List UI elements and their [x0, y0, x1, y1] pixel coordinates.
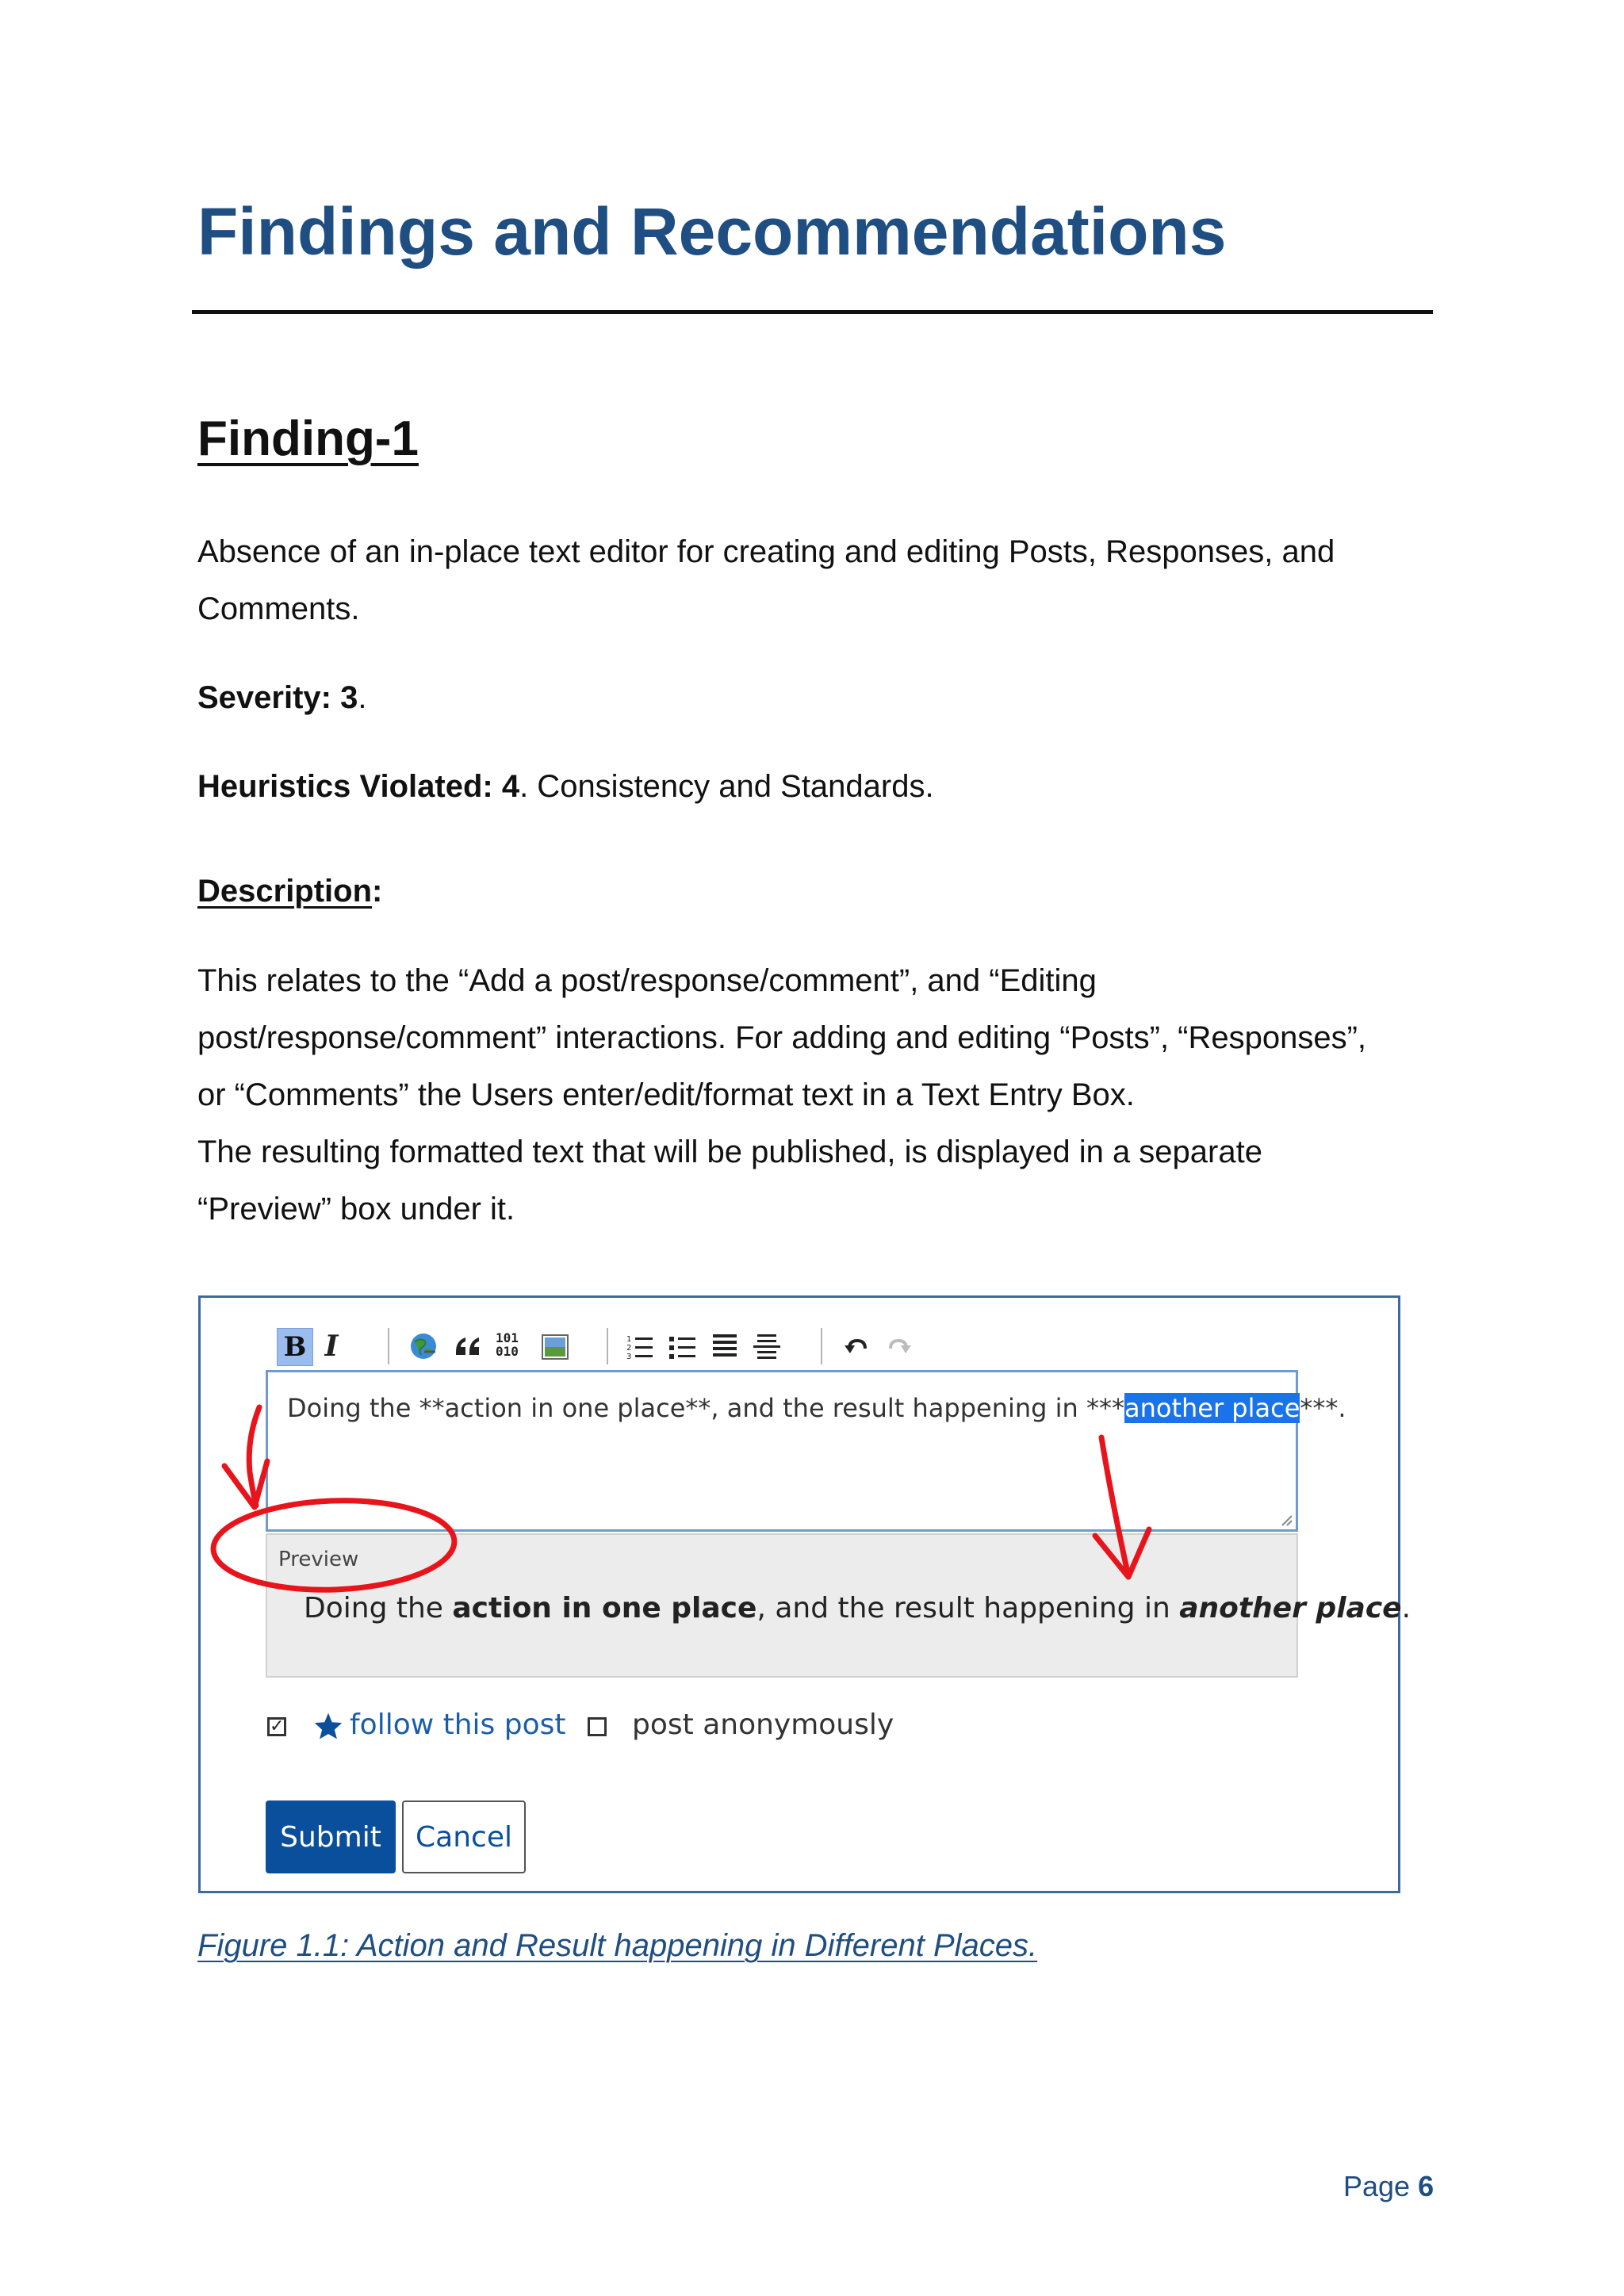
severity-label: Severity: 3	[197, 680, 358, 715]
description-body	[197, 952, 1434, 1238]
description-line: “Preview” box under it.	[197, 1192, 515, 1226]
code-sample-icon[interactable]: 101 010	[496, 1330, 519, 1359]
submit-button[interactable]: Submit	[266, 1800, 396, 1873]
italic-button[interactable]: I	[324, 1330, 339, 1363]
page-title: Findings and Recommendations	[197, 194, 1227, 269]
finding-summary	[197, 523, 1434, 637]
severity-punct: .	[358, 680, 367, 715]
title-divider	[192, 310, 1433, 314]
page-label: Page	[1343, 2170, 1419, 2202]
annotation-overlay	[201, 1298, 1403, 1896]
description-label: Description	[197, 874, 373, 909]
editor-text-before: Doing the **action in one place**, and the result happening in ***	[287, 1393, 1124, 1423]
svg-text:3: 3	[626, 1353, 632, 1361]
follow-checkbox[interactable]: ✓	[267, 1717, 286, 1736]
bold-button[interactable]: B	[277, 1328, 313, 1366]
preview-text-part: Doing the	[304, 1592, 453, 1624]
figure-caption: Figure 1.1: Action and Result happening in Different Places.	[197, 1928, 1038, 1963]
page-number	[1343, 2170, 1434, 2203]
heuristics-label: Heuristics Violated: 4	[197, 769, 520, 804]
heuristics-text: . Consistency and Standards.	[519, 769, 934, 804]
description-line: The resulting formatted text that will be published, is displayed in a separate	[197, 1135, 1262, 1169]
preview-text-part: .	[1401, 1592, 1411, 1624]
finding-summary-line-1: Absence of an in-place text editor for creating and editing Posts, Responses, and	[197, 534, 1335, 569]
finding-summary-line-2: Comments.	[197, 591, 360, 626]
preview-bold-text: action in one place	[452, 1592, 757, 1624]
editor-text-after: ***.	[1300, 1393, 1346, 1423]
annotation-arrow-left-head	[224, 1461, 267, 1507]
description-line: or “Comments” the Users enter/edit/format text in a Text Entry Box.	[197, 1077, 1135, 1112]
preview-text-part: , and the result happening in	[756, 1592, 1180, 1624]
svg-text:2: 2	[626, 1344, 632, 1353]
follow-post-label[interactable]: follow this post	[350, 1709, 566, 1741]
preview-label: Preview	[278, 1548, 359, 1571]
severity-line	[197, 669, 1434, 726]
figure-screenshot	[198, 1295, 1411, 1893]
description-heading	[197, 863, 1434, 920]
finding-heading: Finding-1	[197, 411, 419, 466]
annotation-circle-preview	[212, 1497, 456, 1594]
page-number-value: 6	[1418, 2170, 1434, 2202]
heuristics-line	[197, 758, 1434, 815]
preview-bold-italic-text: another place	[1179, 1592, 1402, 1624]
svg-text:1: 1	[626, 1335, 632, 1344]
description-colon: :	[372, 874, 383, 909]
cancel-button[interactable]: Cancel	[402, 1800, 526, 1873]
description-line: This relates to the “Add a post/response/comment”, and “Editing	[197, 963, 1097, 998]
editor-selected-text: another place	[1124, 1393, 1300, 1423]
description-line: post/response/comment” interactions. For adding and editing “Posts”, “Responses”,	[197, 1020, 1367, 1055]
post-anonymously-label[interactable]: post anonymously	[632, 1709, 894, 1741]
